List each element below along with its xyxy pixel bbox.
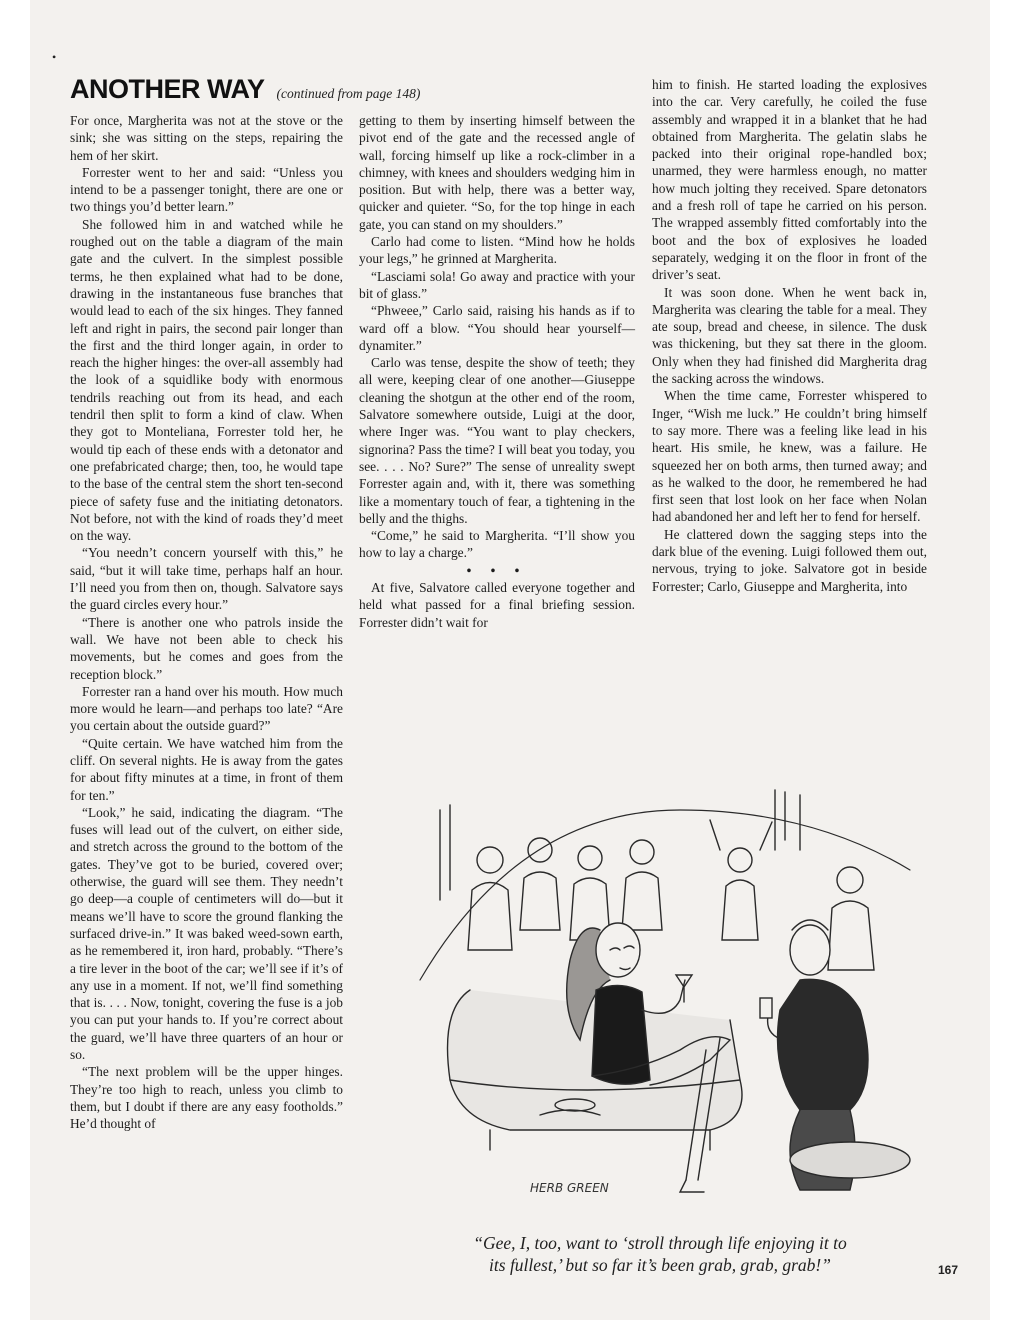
section-break: • • • [466,562,528,578]
continued-note: (continued from page 148) [276,86,421,101]
paragraph: “Come,” he said to Margherita. “I’ll show you how to lay a charge.” [359,528,635,561]
paragraph: getting to them by inserting himself between the pivot end of the gate and the recessed angle of wall, forcing himself up like a rock-climber in a chimney, with knees and shoulders wedging him in position. But with help, there was a better way, quicker and quieter. “So, for the top hinge in each gate, you can stand on my shoulders.” [359,113,635,232]
paragraph: “There is another one who patrols inside the wall. We have not been able to check his movements, but he comes and goes from the reception block.” [70,614,343,682]
text-column-3 [652,76,927,595]
page-mark: • [52,50,57,64]
paragraph: “Phweee,” Carlo said, raising his hands as if to ward off a blow. “You should hear yourself—dynamiter.” [359,303,635,353]
cartoon-illustration [380,780,940,1210]
paragraph: him to finish. He started loading the explosives into the car. Very carefully, he coiled the fuse assembly and wrapped it in a blanket that he had obtained from Margherita. The gelatin slabs he packed into their original rope-handled box; unarmed, they were harmless enough, no matter how much jolting they received. Spare detonators and a fresh roll of tape he carried on his person. The wrapped assembly fitted comfortably into the boot and the box of explosives he loaded separately, wedging it on the floor in front of the driver’s seat. [652,77,927,283]
paragraph: Carlo had come to listen. “Mind how he holds your legs,” he grinned at Margherita. [359,234,635,267]
text-column-1 [70,112,343,1133]
paragraph: Carlo was tense, despite the show of teeth; they all were, keeping clear of one another—Giuseppe cleaning the shotgun at the other end of the room, Salvatore somewhere outside, Luigi at the door, where Inger was. “You want to play checkers, signorina? Pass the time? I will beat you today, you see. . . . No? Sure?” The sense of unreality swept Forrester again and, with it, there was something like a momentary touch of fear, a tightening in the belly and the thighs. [359,355,635,526]
article-header [70,74,590,105]
caption-line-2: its fullest,’ but so far it’s been grab, grab, grab!” [489,1255,831,1275]
paragraph: He clattered down the sagging steps into the dark blue of the evening. Luigi followed them out, nervous, trying to joke. Salvatore got in beside Forrester; Carlo, Giuseppe and Margherita, into [652,526,927,594]
paragraph: When the time came, Forrester whispered to Inger, “Wish me luck.” He couldn’t bring himself to say more. There was a feeling like lead in his heart. His smile, he knew, was a failure. He squeezed her on both arms, then turned away; and as he walked to the door, he remembered he had first seen that lost look on her face when Nolan had abandoned her and left her to fend for herself. [652,388,927,525]
paragraph: It was soon done. When he went back in, Margherita was clearing the table for a meal. They ate soup, bread and cheese, in silence. The dusk was thickening, but they sat there in the gloom. Only when they had finished did Margherita drag the sacking across the windows. [652,284,927,387]
paragraph: “You needn’t concern yourself with this,” he said, “but it will take time, perhaps half an hour. I’ll need you from then on, though. Salvatore says the guard circles every hour.” [70,545,343,613]
caption-line-1: “Gee, I, too, want to ‘stroll through life enjoying it to [473,1233,847,1253]
paragraph: At five, Salvatore called everyone together and held what passed for a final briefing session. Forrester didn’t wait for [359,580,635,630]
cartoon-caption [390,1232,930,1276]
cartoon-signature: HERB GREEN [530,1181,609,1195]
magazine-page [30,0,990,1320]
article-title: ANOTHER WAY [70,74,265,104]
paragraph: Forrester went to her and said: “Unless you intend to be a passenger tonight, there are one or two things you’d better learn.” [70,164,343,215]
paragraph: “Lasciami sola! Go away and practice with your bit of glass.” [359,268,635,301]
paragraph: “The next problem will be the upper hinges. They’re too high to reach, unless you climb to them, but I doubt if there are any easy footholds.” He’d thought of [70,1064,343,1132]
paragraph: “Look,” he said, indicating the diagram. “The fuses will lead out of the culvert, on either side, and stretch across the ground to the bottom of the gates. They’ve got to be buried, covered over; otherwise, the guard will see them. They needn’t go deep—a couple of centimeters will do—but it means we’ll have to score the ground flanking the surfaced drive-in.” It was baked weed-sown earth, as he remembered it, iron hard, probably. “There’s a tire lever in the boot of the car; we’ll see if it’s of any use in a moment. If not, we’ll find something that is. . . . Now, tonight, covering the fuse is a job you can put your hands to. If you’re correct about the guard, we’ll have three quarters of an hour or so. [70,804,343,1063]
paragraph: “Quite certain. We have watched him from the cliff. On several nights. He is away from the gates for about fifty minutes at a time, in front of them for ten.” [70,735,343,803]
paragraph: Forrester ran a hand over his mouth. How much more would he learn—and perhaps too late? “Are you certain about the outside guard?” [70,683,343,734]
page-number: 167 [938,1263,959,1277]
paragraph: She followed him in and watched while he roughed out on the table a diagram of the main gate and the culvert. In the simplest possible terms, he then explained what had to be done, drawing in the instantaneous fuse branches that would lead to each of the six hinges. They fanned left and right in pairs, the second pair longer than the first and the third longer again, in order to reach the higher hinges: the over-all assembly had the look of a squidlike body with enormous tendrils reaching out from its head, and each tendril then split to form a kind of claw. When they got to Monteliana, Forrester told her, he would tip each of these ends with a detonator and one prefabricated charge; then, too, he would tape to the base of the central stem the short ten-second piece of safety fuse and the initiating detonators. Not before, not with the kind of roads they’d meet on the way. [70,216,343,544]
paragraph: For once, Margherita was not at the stove or the sink; she was sitting on the steps, repairing the hem of her skirt. [70,113,343,163]
text-column-2 [359,112,635,631]
